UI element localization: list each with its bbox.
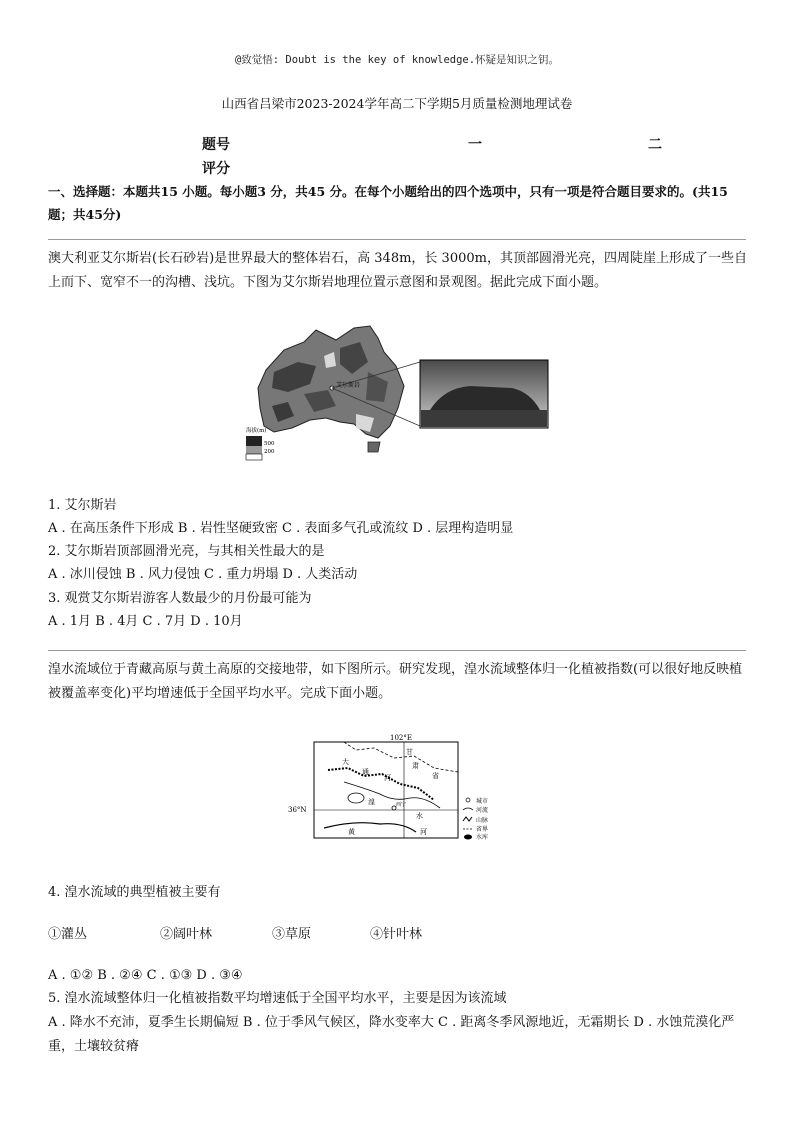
river-icon <box>463 808 473 810</box>
score-table-col2: 二 <box>648 137 662 153</box>
map-place-he: 河 <box>384 774 391 782</box>
divider <box>48 239 746 240</box>
q3-stem: 3. 观赏艾尔斯岩游客人数最少的月份最可能为 <box>48 591 312 606</box>
q2-stem: 2. 艾尔斯岩顶部圆滑光亮，与其相关性最大的是 <box>48 544 325 559</box>
divider <box>48 650 746 651</box>
city-icon <box>466 798 470 802</box>
legend-swatch-low <box>246 454 262 460</box>
q4-choice-1: ①灌丛 <box>48 927 88 942</box>
map-place-huang: 湟 <box>368 798 375 806</box>
huangshui-map-figure <box>284 728 504 840</box>
map-place-tong: 通 <box>362 768 369 776</box>
q4-stem: 4. 湟水流域的典型植被主要有 <box>48 885 221 900</box>
map-place-yellow: 黄 <box>348 828 355 836</box>
q1-options: A . 在高压条件下形成 B . 岩性坚硬致密 C . 表面多气孔或流纹 D . 层理构造明显 <box>48 521 514 536</box>
legend-500: 500 <box>264 441 275 447</box>
score-table-row1-label: 题号 <box>202 137 230 153</box>
score-table-col1: 一 <box>468 137 482 153</box>
legend-reservoir: 水库 <box>476 834 489 840</box>
section-heading: 一、选择题：本题共15 小题。每小题3 分，共45 分。在每个小题给出的四个选项中，只有一项是符合题目要求的。(共15题；共45分) <box>48 184 728 222</box>
legend-swatch-high <box>246 436 262 446</box>
map-place-xining: 西宁 <box>396 802 407 808</box>
elevation-legend <box>246 426 275 460</box>
mountain-icon <box>463 817 472 821</box>
q4-options: A . ①② B . ②④ C . ①③ D . ③④ <box>48 968 243 983</box>
q5-stem: 5. 湟水流域整体归一化植被指数平均增速低于全国平均水平，主要是因为该流域 <box>48 991 507 1006</box>
uluru-photo <box>420 360 548 428</box>
map-place-su: 肃 <box>412 762 419 770</box>
map-place-shui: 水 <box>416 812 423 820</box>
q2-options: A . 冰川侵蚀 B . 风力侵蚀 C . 重力坍塌 D . 人类活动 <box>48 567 358 582</box>
passage-1: 澳大利亚艾尔斯岩(长石砂岩)是世界最大的整体岩石，高 348m，长 3000m，其顶部圆滑光亮，四周陡崖上形成了一些自上而下、宽窄不一的沟槽、浅坑。下图为艾尔斯岩地理位置示意图和景观图。据此完成下面小题。 <box>48 251 747 290</box>
map-place-he2: 河 <box>420 828 427 836</box>
score-table-row2-label: 评分 <box>202 161 230 177</box>
q4-choice-2: ②阔叶林 <box>160 927 213 942</box>
map-lat-label: 36°N <box>288 806 307 814</box>
australia-map <box>258 326 420 452</box>
map-place-da: 大 <box>342 758 349 766</box>
reservoir-icon <box>464 835 472 840</box>
legend-title: 海拔(m) <box>246 428 267 434</box>
australia-map-figure <box>244 322 564 462</box>
q4-choice-4: ④针叶林 <box>370 927 423 942</box>
legend-border: 省界 <box>476 826 489 833</box>
q5-options: A . 降水不充沛，夏季生长期偏短 B . 位于季风气候区，降水变率大 C . 距离冬季风源地近，无霜期长 D . 水蚀荒漠化严重，土壤较贫瘠 <box>48 1015 735 1054</box>
legend-city: 城市 <box>476 798 489 805</box>
legend-200: 200 <box>264 449 275 455</box>
map-label-uluru: 艾尔斯岩 <box>336 382 361 389</box>
page-title: 山西省吕梁市2023-2024学年高二下学期5月质量检测地理试卷 <box>221 96 573 111</box>
legend-river: 河流 <box>476 807 489 814</box>
q4-choice-3: ③草原 <box>272 927 312 942</box>
map-lon-label: 102°E <box>390 734 412 742</box>
q1-stem: 1. 艾尔斯岩 <box>48 498 117 513</box>
page-header: @致觉悟: Doubt is the key of knowledge.怀疑是知识之钥。 <box>234 54 560 66</box>
map-place-sheng: 省 <box>432 772 439 780</box>
map-legend <box>463 797 488 840</box>
passage-2: 湟水流域位于青藏高原与黄土高原的交接地带，如下图所示。研究发现，湟水流域整体归一化植被指数(可以很好地反映植被覆盖率变化)平均增速低于全国平均水平。完成下面小题。 <box>48 662 743 701</box>
legend-mountain: 山脉 <box>476 817 489 824</box>
map-place-gan: 甘 <box>406 748 413 756</box>
q3-options: A . 1月 B . 4月 C . 7月 D . 10月 <box>48 614 243 629</box>
legend-swatch-mid <box>246 446 262 454</box>
